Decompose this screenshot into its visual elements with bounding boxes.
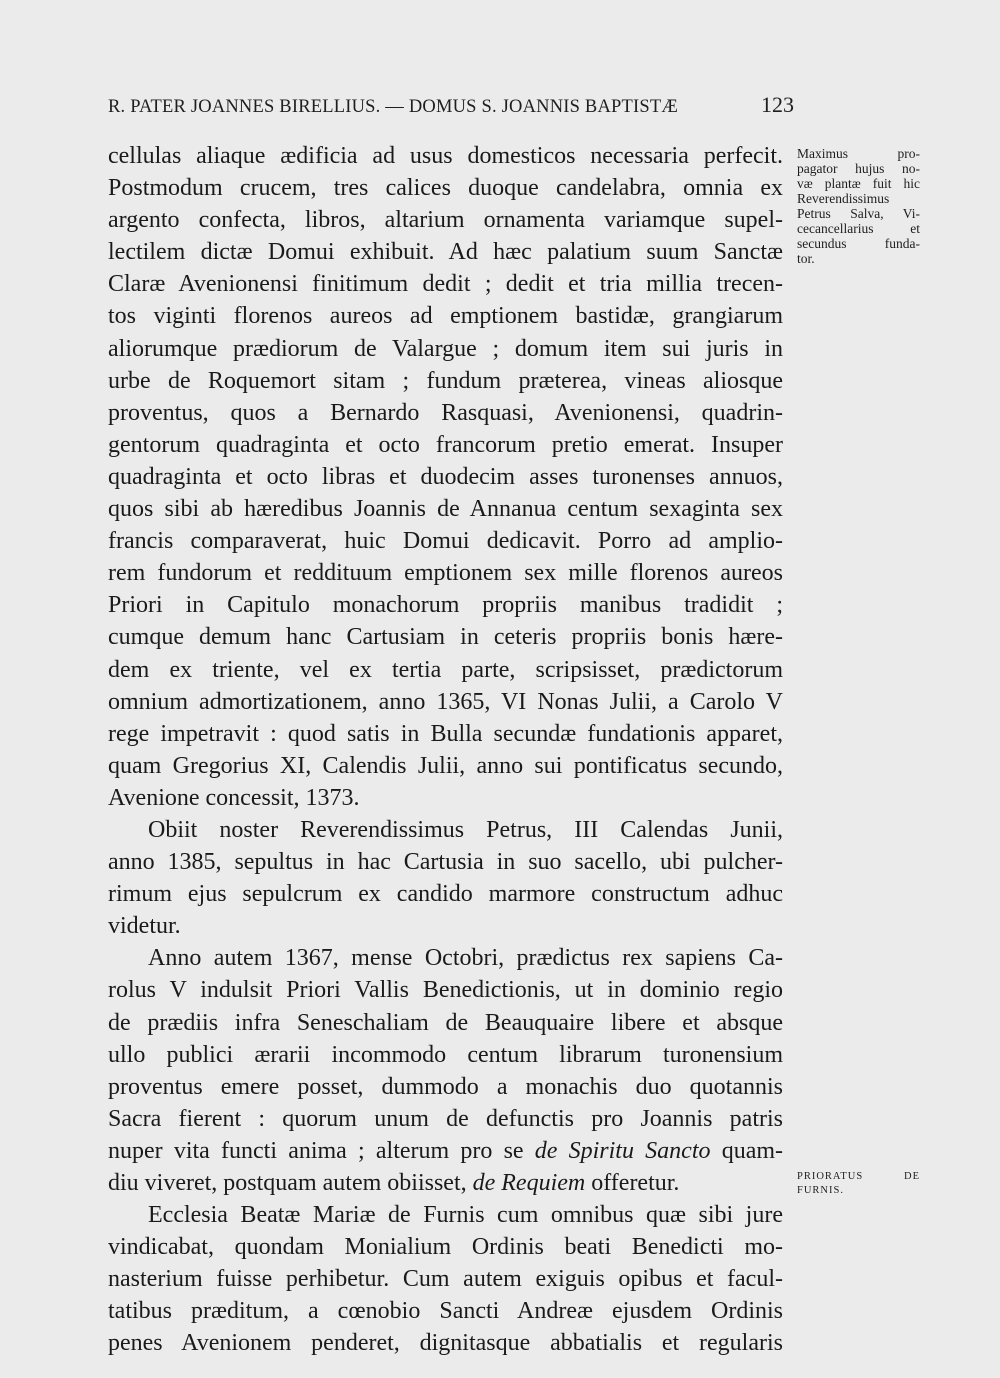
running-head-title: R. PATER JOANNES BIRELLIUS. — DOMUS S. JOANNIS BAPTISTÆ xyxy=(108,97,679,117)
text-line: proventus, quos a Bernardo Rasquasi, Avenionensi, quadrin- xyxy=(108,399,783,426)
text-line: penes Avenionem penderet, dignitasque abbatialis et regularis xyxy=(108,1330,783,1357)
text-line xyxy=(108,1135,783,1167)
text-segment: quam- xyxy=(721,1137,784,1164)
text-line: tos viginti florenos aureos ad emptionem bastidæ, grangiarum xyxy=(108,303,783,330)
text-line: gentorum quadraginta et octo francorum pretio emerat. Insuper xyxy=(108,431,783,458)
text-line: quos sibi ab hæredibus Joannis de Annanua centum sexaginta sex xyxy=(108,496,783,523)
margin-note-line: væ plantæ fuit hic xyxy=(797,176,920,191)
text-line: Ecclesia Beatæ Mariæ de Furnis cum omnibus quæ sibi jure xyxy=(148,1202,783,1229)
margin-note-propagator xyxy=(797,146,920,266)
text-line: cellulas aliaque ædificia ad usus domesticos necessaria perfecit. xyxy=(108,143,783,169)
text-line: Sacra fierent : quorum unum de defunctis pro Joannis patris xyxy=(108,1105,783,1132)
text-line: proventus emere posset, dummodo a monachis duo quotannis xyxy=(108,1073,783,1100)
text-line: Anno autem 1367, mense Octobri, prædictus rex sapiens Ca- xyxy=(148,945,783,972)
text-segment: nuper vita functi anima ; alterum pro se xyxy=(108,1137,524,1164)
margin-note-line: secundus funda- xyxy=(797,236,920,251)
margin-note-line: Maximus pro- xyxy=(797,146,920,161)
margin-note-line: PRIORATUS DE xyxy=(797,1171,920,1182)
text-segment: offeretur. xyxy=(591,1170,680,1196)
margin-note-prioratus xyxy=(797,1170,920,1198)
text-line: Priori in Capitulo monachorum propriis manibus tradidit ; xyxy=(108,592,783,619)
text-line xyxy=(108,1167,783,1199)
text-line: nasterium fuisse perhibetur. Cum autem exiguis opibus et facul- xyxy=(108,1266,783,1293)
running-head xyxy=(108,92,794,118)
text-line: quadraginta et octo libras et duodecim asses turonenses annuos, xyxy=(108,463,783,490)
text-line: Obiit noster Reverendissimus Petrus, III Calendas Junii, xyxy=(148,816,783,843)
text-line: Claræ Avenionensi finitimum dedit ; dedit et tria millia trecen- xyxy=(108,271,783,298)
text-line: rem fundorum et reddituum emptionem sex mille florenos aureos xyxy=(108,560,783,587)
text-line: de prædiis infra Seneschaliam de Beauquaire libere et absque xyxy=(108,1009,783,1036)
text-line: cumque demum hanc Cartusiam in ceteris propriis bonis hære- xyxy=(108,624,783,651)
text-line: omnium admortizationem, anno 1365, VI Nonas Julii, a Carolo V xyxy=(108,688,783,715)
text-line: rolus V indulsit Priori Vallis Benedictionis, ut in dominio regio xyxy=(108,977,783,1004)
italic-phrase: de Spiritu Sancto xyxy=(534,1137,711,1164)
text-segment: diu viveret, postquam autem obiisset, xyxy=(108,1170,467,1196)
text-line: lectilem dictæ Domui exhibuit. Ad hæc palatium suum Sanctæ xyxy=(108,239,783,266)
margin-note-line: tor. xyxy=(797,251,815,266)
text-line: Postmodum crucem, tres calices duoque candelabra, omnia ex xyxy=(108,175,783,202)
text-line: vindicabat, quondam Monialium Ordinis beati Benedicti mo- xyxy=(108,1234,783,1261)
text-line: ullo publici ærarii incommodo centum librarum turonensium xyxy=(108,1041,783,1068)
text-line: urbe de Roquemort sitam ; fundum præterea, vineas aliosque xyxy=(108,367,783,394)
text-line: argento confecta, libros, altarium ornamenta variamque supel- xyxy=(108,207,783,234)
text-line: tatibus præditum, a cœnobio Sancti Andreæ ejusdem Ordinis xyxy=(108,1298,783,1325)
page-number: 123 xyxy=(761,92,794,117)
text-line: quam Gregorius XI, Calendis Julii, anno sui pontificatus secundo, xyxy=(108,752,783,779)
text-line: Avenione concessit, 1373. xyxy=(108,784,360,811)
text-line: francis comparaverat, huic Domui dedicavit. Porro ad amplio- xyxy=(108,528,783,555)
main-text xyxy=(108,140,783,1360)
margin-note-line: FURNIS. xyxy=(797,1185,844,1196)
text-line: videtur. xyxy=(108,913,181,940)
text-line: rege impetravit : quod satis in Bulla secundæ fundationis apparet, xyxy=(108,720,783,747)
margin-note-line: pagator hujus no- xyxy=(797,161,920,176)
text-line: anno 1385, sepultus in hac Cartusia in suo sacello, ubi pulcher- xyxy=(108,849,783,876)
margin-note-line: cecancellarius et xyxy=(797,221,920,236)
margin-note-line: Petrus Salva, Vi- xyxy=(797,206,920,221)
text-line: aliorumque prædiorum de Valargue ; domum item sui juris in xyxy=(108,335,783,362)
margin-note-line: Reverendissimus xyxy=(797,191,890,206)
text-line: rimum ejus sepulcrum ex candido marmore constructum adhuc xyxy=(108,881,783,908)
italic-phrase: de Requiem xyxy=(472,1170,586,1196)
text-line: dem ex triente, vel ex tertia parte, scripsisset, prædictorum xyxy=(108,656,783,683)
